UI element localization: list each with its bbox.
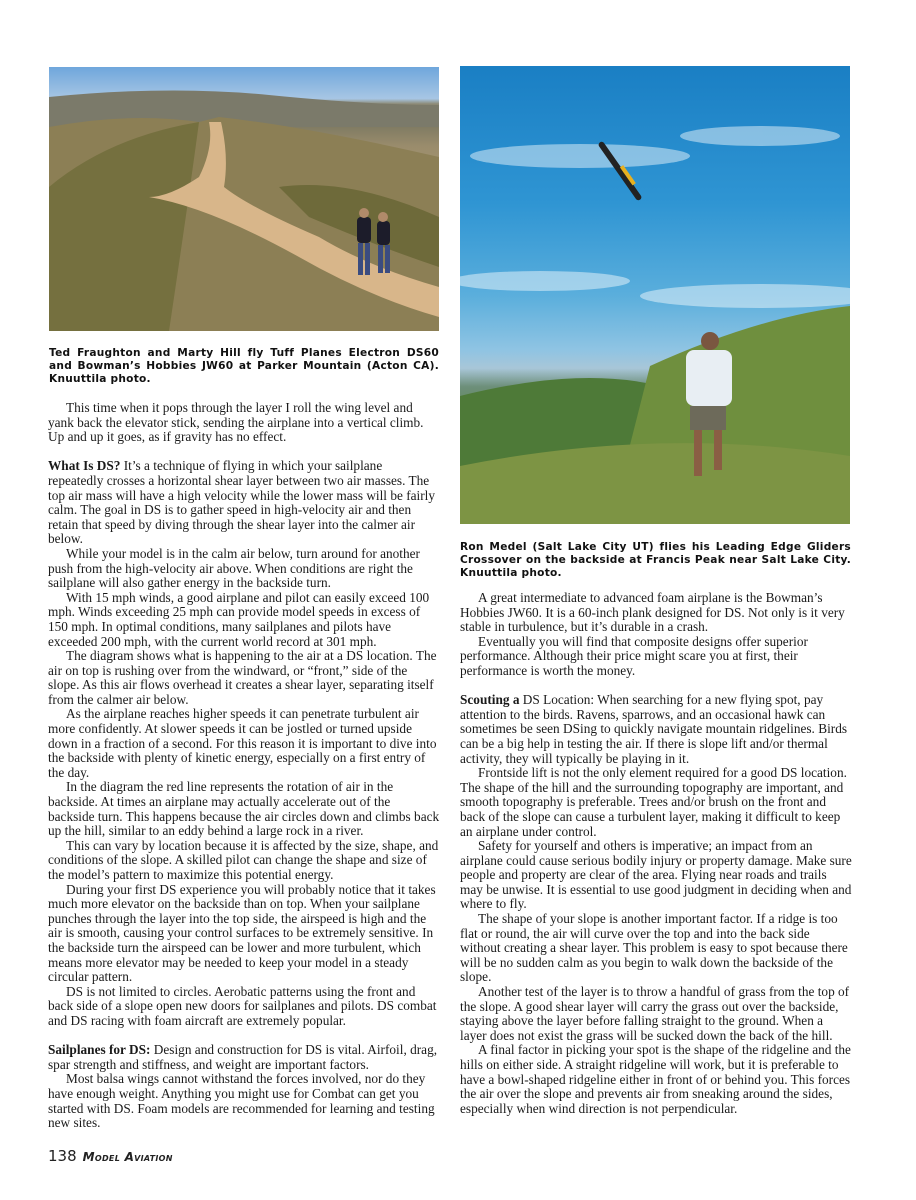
paragraph-text: A final factor in picking your spot is the shape of the ridgeline and the hills on either side. A straight ridgeline will work, but it is preferable to have a bowl-shaped ridgeline either in front of or behind you. This forces the air over the slope and prevents air from sneaking around the sides, especially when wind direction is not perpendicular. [460,1042,851,1116]
paragraph-text: Safety for yourself and others is imperative; an impact from an airplane could cause serious bodily injury or property damage. Make sure people and property are clear of the area. Flying near roads and trails may be unwise. It is essential to use good judgment in deciding when and where to fly. [460,838,852,912]
paragraph-text: While your model is in the calm air below, turn around for another push from the high-velocity air above. When conditions are right the sailplane will also gather energy in the backside turn. [48,545,420,591]
article-paragraph [48,780,440,838]
paragraph-text: Eventually you will find that composite designs offer superior performance. Although their price might scare you at first, their performance is worth the money. [460,633,808,678]
article-paragraph [460,912,852,985]
paragraph-text: Frontside lift is not the only element required for a good DS location. The shape of the hill and the surrounding topography are important, and smooth topography is preferable. Trees and/or brush on the front and back of the slope can cause a turbulent layer, making it difficult to keep an airplane under control. [460,765,847,839]
page-footer [48,1146,173,1165]
paragraph-text: Most balsa wings cannot withstand the forces involved, nor do they have enough weight. Anything you might use for Combat can get you started with DS. Foam models are recommended for learning and testing new sites. [48,1071,435,1131]
article-paragraph [48,985,440,1029]
pilot-flying-glider-illustration [460,66,850,524]
paragraph-text: During your first DS experience you will probably notice that it takes much more elevator on the backside than on top. When your sailplane punches through the layer into the top side, the airspeed is high and the air is smooth, causing your control surfaces to be extremely sensitive. In the backside turn the airspeed can be lower and more turbulent, which means more elevator may be needed to keep your model in a steady circular pattern. [48,881,436,985]
article-paragraph [460,766,852,839]
article-paragraph [48,883,440,985]
paragraph-text: In the diagram the red line represents the rotation of air in the backside. At times an airplane may actually accelerate out of the backside turn. This happens because the air circles down and climbs back up the hill, similar to an eddy behind a large rock in a river. [48,779,440,839]
article-paragraph [48,1072,440,1130]
paragraph-text: Another test of the layer is to throw a handful of grass from the top of the slope. A good shear layer will carry the grass out over the backside, staying above the layer before falling straight to the ground. When a layer does not exist the grass will be sucked down the back of the hill. [460,984,850,1043]
article-paragraph [48,839,440,883]
section-heading: Scouting a [460,692,520,708]
article-paragraph [48,459,440,547]
photo-caption-left: Ted Fraughton and Marty Hill fly Tuff Planes Electron DS60 and Bowman’s Hobbies JW60 at Parker Mountain (Acton CA). Knuuttila photo. [49,347,439,385]
article-paragraph [48,401,440,445]
article-paragraph [48,1043,440,1072]
magazine-name: Model Aviation [82,1150,173,1164]
paragraph-text: As the airplane reaches higher speeds it can penetrate turbulent air more confidently. At slower speeds it can be jostled or turned upside down in a fraction of a second. For this reason it is important to dive into the backside with plenty of kinetic energy, especially on a first entry of the day. [48,706,437,780]
paragraph-text: It’s a technique of flying in which your sailplane repeatedly crosses a horizontal shear layer between two air masses. The top air mass will have a high velocity while the lower mass will be fairly calm. The goal in DS is to gather speed in high-velocity air and then retain that speed by diving through the shear layer into the calmer air below. [48,458,435,547]
paragraph-text: Design and construction for DS is vital. Airfoil, drag, spar strength and stiffness, and weight are important factors. [48,1042,438,1072]
article-paragraph [460,591,852,635]
photo-parker-mountain [49,67,439,331]
photo-francis-peak [460,66,850,524]
article-paragraph [460,1043,852,1116]
paragraph-text: The shape of your slope is another important factor. If a ridge is too flat or round, the air will curve over the top and into the back side without creating a shear layer. This problem is easy to spot because there will be no sudden calm as you begin to walk down the backside of the slope. [460,911,848,985]
article-column-left [48,401,440,1131]
article-paragraph [460,635,852,679]
article-paragraph [48,707,440,780]
paragraph-text: DS is not limited to circles. Aerobatic patterns using the front and back side of a slope open new doors for sailplanes and pilots. DS combat and DS racing with foam aircraft are extremely popular. [48,983,437,1028]
photo-caption-right: Ron Medel (Salt Lake City UT) flies his Leading Edge Gliders Crossover on the backside at Francis Peak near Salt Lake City. Knuuttila photo. [460,541,851,579]
paragraph-text: This can vary by location because it is affected by the size, shape, and conditions of the slope. A skilled pilot can change the shape and size of the model’s pattern to maximize this potential energy. [48,837,439,882]
paragraph-text: The diagram shows what is happening to the air at a DS location. The air on top is rushing over from the windward, or “front,” side of the slope. As this air flows overhead it creates a shear layer, separating itself from the calmer air below. [48,648,437,707]
article-column-right [460,591,852,1116]
article-paragraph [460,985,852,1043]
paragraph-text: DS Location: When searching for a new flying spot, pay attention to the birds. Ravens, sparrows, and an occasional hawk can sometimes be seen DSing to quickly navigate mountain ridgelines. Birds can be a big help in testing the air. If there is slope lift and/or thermal activity, they will typically be playing in it. [460,692,848,766]
article-paragraph [460,839,852,912]
article-paragraph [48,649,440,707]
hillside-trail-illustration [49,67,439,331]
paragraph-text: A great intermediate to advanced foam airplane is the Bowman’s Hobbies JW60. It is a 60-inch plank designed for DS. Not only is it very stable in turbulence, but it’s durable in a crash. [460,590,845,635]
page-number: 138 [48,1147,77,1165]
section-heading: Sailplanes for DS: [48,1042,151,1058]
paragraph-text: With 15 mph winds, a good airplane and pilot can easily exceed 100 mph. Winds exceeding 25 mph can provide model speeds in excess of 150 mph. In optimal conditions, many sailplanes and pilots have exceeded 200 mph, with the current world record at 301 mph. [48,589,430,649]
article-paragraph [48,591,440,649]
article-paragraph [48,547,440,591]
paragraph-text: This time when it pops through the layer I roll the wing level and yank back the elevator stick, sending the airplane into a vertical climb. Up and up it goes, as if gravity has no effect. [48,400,424,445]
article-paragraph [460,693,852,766]
section-heading: What Is DS? [48,458,121,474]
